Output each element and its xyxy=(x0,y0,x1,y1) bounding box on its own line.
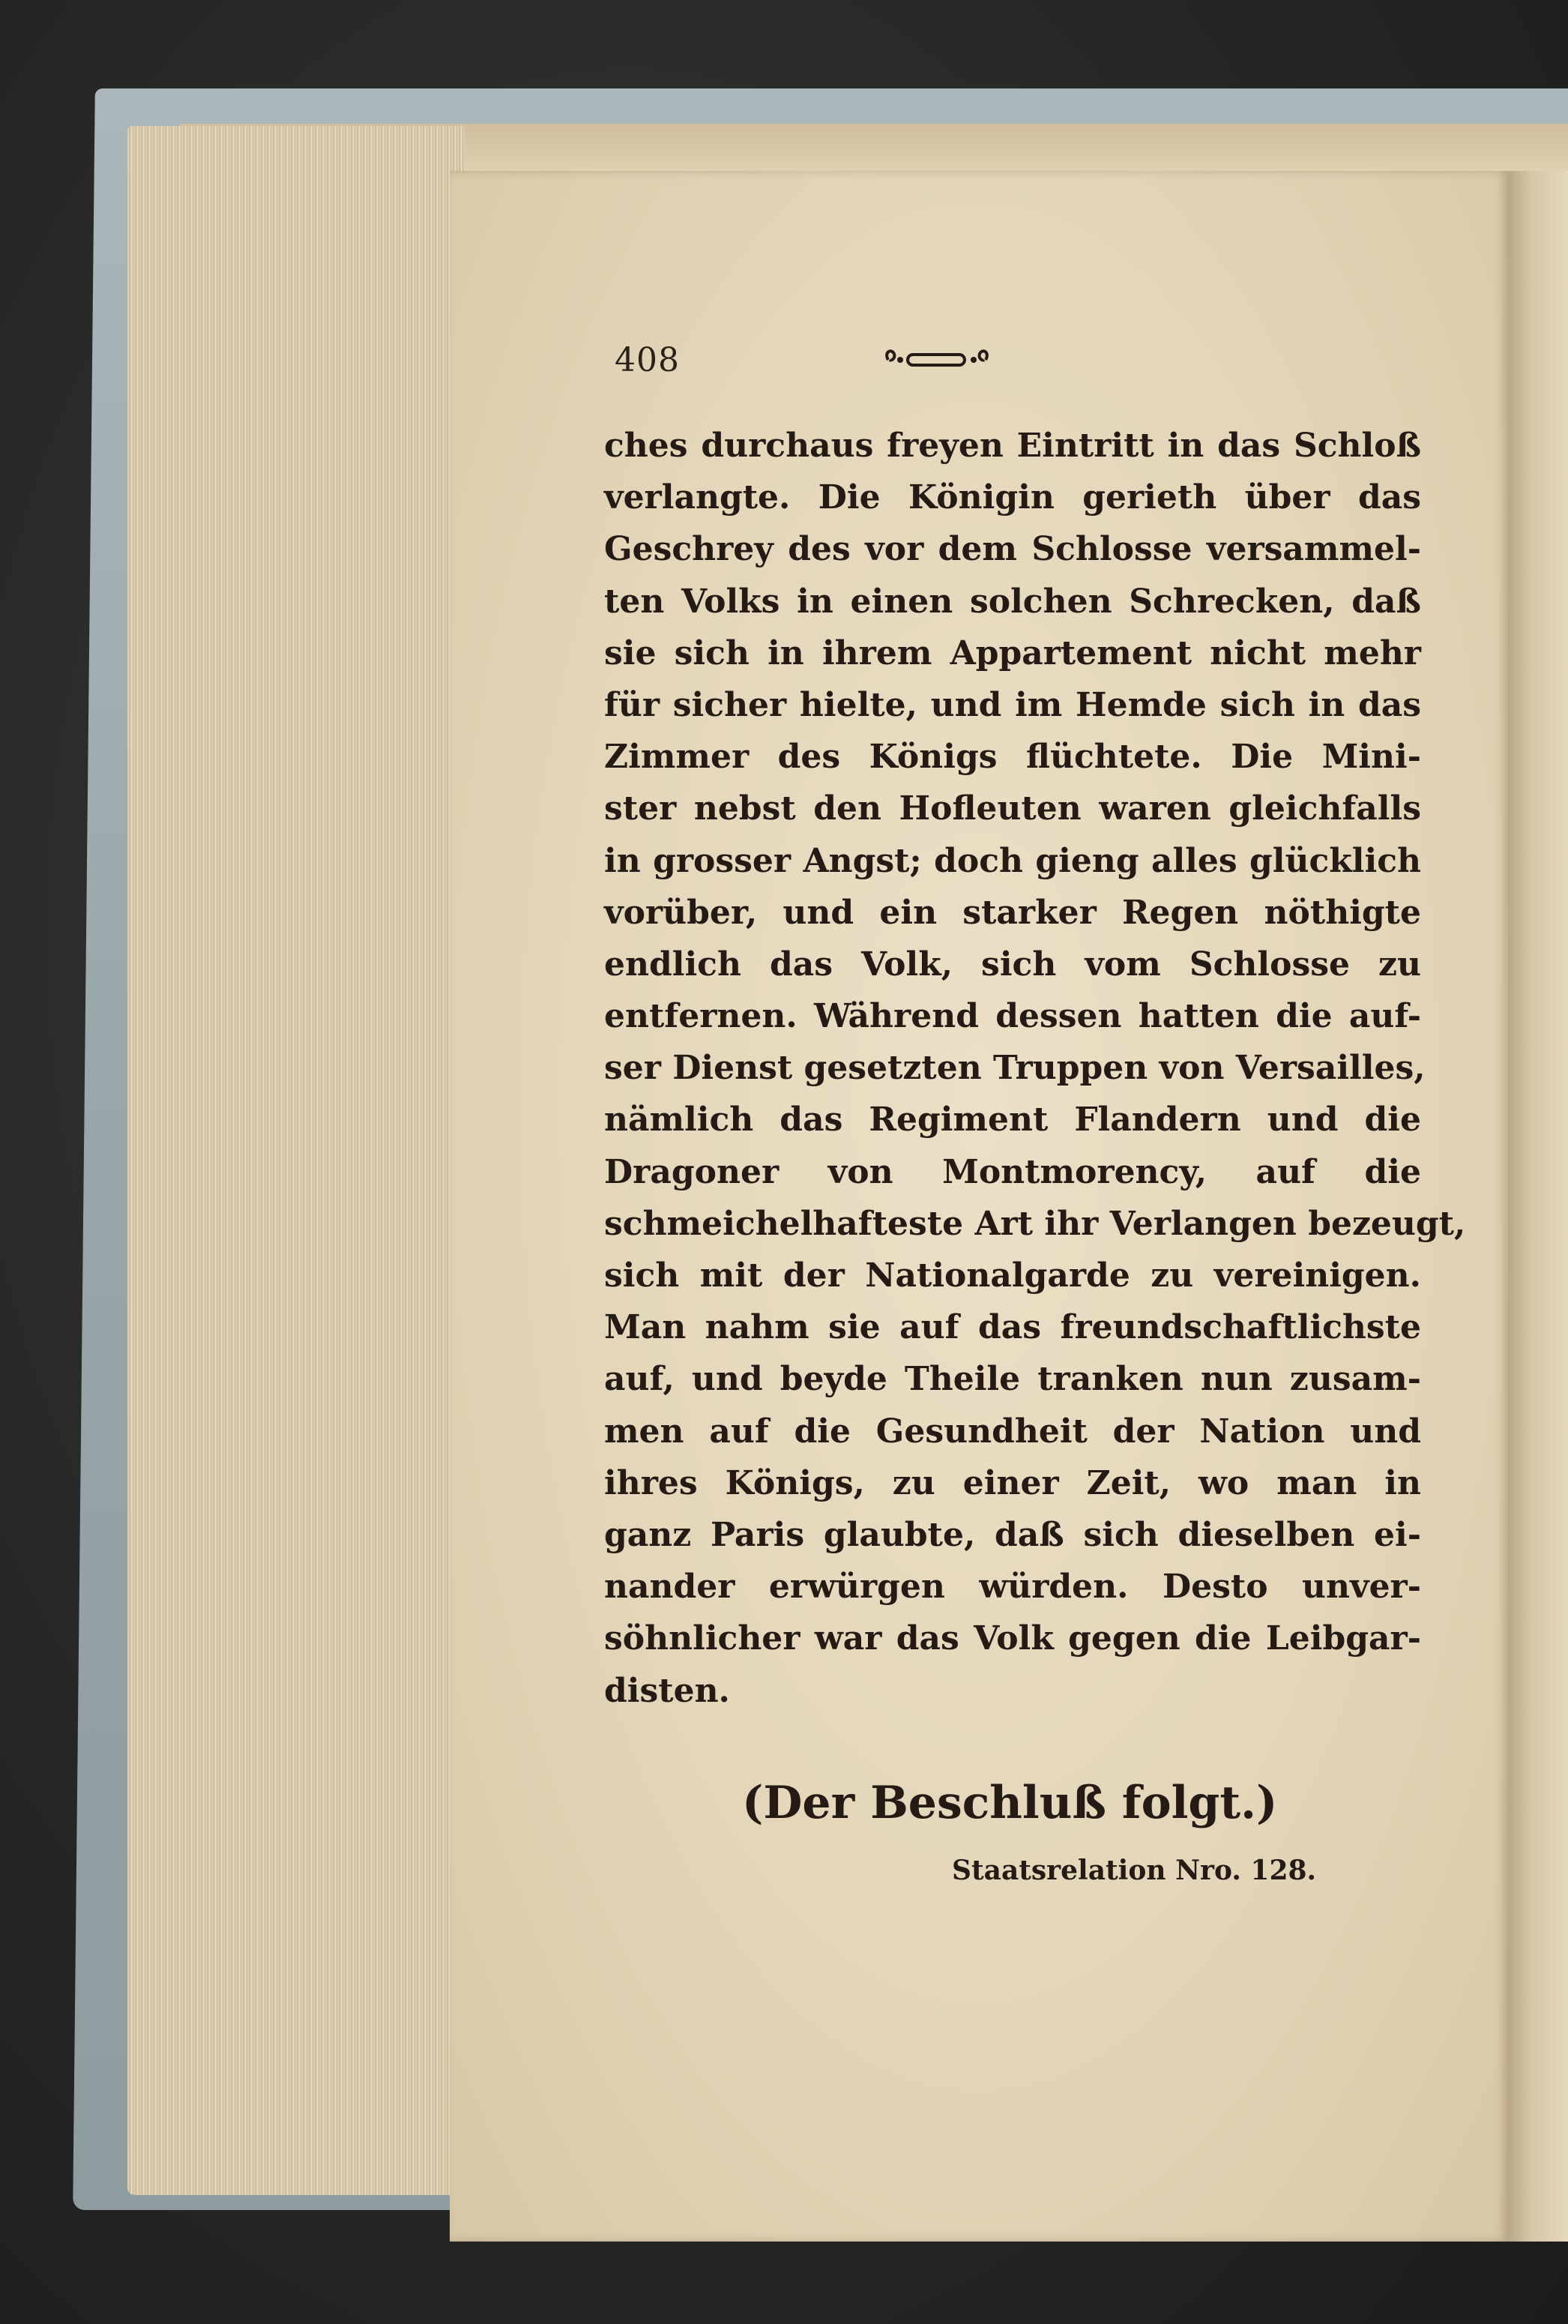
text-line: sich mit der Nationalgarde zu vereinigen. xyxy=(604,1256,1421,1295)
catchword: Staatsrelation Nro. 128. xyxy=(952,1855,1317,1886)
closing-note: (Der Beschluß folgt.) xyxy=(742,1777,1278,1829)
text-line: Zimmer des Königs flüchtete. Die Mini- xyxy=(604,738,1421,777)
page-stack-edge xyxy=(127,126,465,2195)
text-line: schmeichelhafteste Art ihr Verlangen bezeugt, xyxy=(604,1204,1466,1243)
text-line: entfernen. Während dessen hatten die auf- xyxy=(604,997,1421,1036)
text-line: ches durchaus freyen Eintritt in das Schloß xyxy=(604,427,1421,465)
page-header xyxy=(615,341,1439,386)
text-line: disten. xyxy=(604,1671,730,1710)
text-line: für sicher hielte, und im Hemde sich in das xyxy=(604,685,1421,724)
text-line: ganz Paris glaubte, daß sich dieselben ei- xyxy=(604,1515,1421,1554)
text-line: endlich das Volk, sich vom Schlosse zu xyxy=(604,945,1421,984)
text-line: sie sich in ihrem Appartement nicht mehr xyxy=(604,633,1421,672)
text-line: söhnlicher war das Volk gegen die Leibgar- xyxy=(604,1619,1421,1658)
text-line: verlangte. Die Königin gerieth über das xyxy=(604,478,1421,517)
text-line: ihres Königs, zu einer Zeit, wo man in xyxy=(604,1463,1421,1502)
text-line: auf, und beyde Theile tranken nun zusam- xyxy=(604,1360,1421,1399)
book-gutter xyxy=(1508,171,1568,2242)
header-ornament-icon xyxy=(881,345,993,375)
text-line: vorüber, und ein starker Regen nöthigte xyxy=(604,893,1421,932)
page-number: 408 xyxy=(615,341,680,379)
text-line: ten Volks in einen solchen Schrecken, daß xyxy=(604,582,1421,621)
text-line: nander erwürgen würden. Desto unver- xyxy=(604,1568,1421,1607)
text-line: in grosser Angst; doch gieng alles glücklich xyxy=(604,841,1421,880)
text-line: men auf die Gesundheit der Nation und xyxy=(604,1412,1421,1451)
text-line: nämlich das Regiment Flandern und die xyxy=(604,1101,1421,1140)
text-line: Geschrey des vor dem Schlosse versammel- xyxy=(604,530,1421,569)
text-line: ser Dienst gesetzten Truppen von Versailles, xyxy=(604,1049,1426,1088)
text-line: Man nahm sie auf das freundschaftlichste xyxy=(604,1308,1421,1347)
body-text xyxy=(604,420,1466,1717)
text-line: Dragoner von Montmorency, auf die xyxy=(604,1152,1421,1191)
text-line: ster nebst den Hofleuten waren gleichfalls xyxy=(604,789,1421,828)
